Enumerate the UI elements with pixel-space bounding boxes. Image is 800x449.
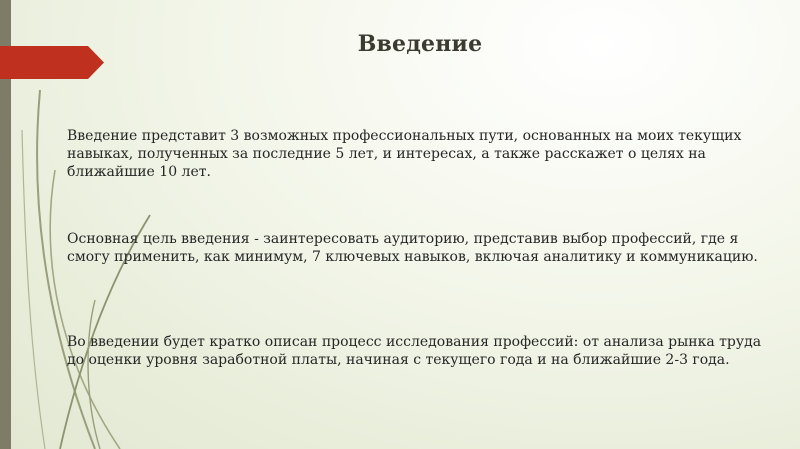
paragraph-3: Во введении будет кратко описан процесс исследования профессий: от анализа рынка труда до оценки уровня заработной платы, начиная с текущего года и на ближайшие 2-3 года. — [67, 334, 762, 368]
title-accent-ribbon — [0, 46, 104, 79]
paragraph-2: Основная цель введения - заинтересовать аудиторию, представив выбор профессий, где я смогу применить, как минимум, 7 ключевых навыков, включая аналитику и коммуникацию. — [67, 231, 758, 265]
slide-title: Введение — [357, 31, 483, 57]
paragraph-1: Введение представит 3 возможных профессиональных пути, основанных на моих текущих навыках, полученных за последние 5 лет, и интересах, а также расскажет о целях на ближайшие 10 лет. — [67, 128, 742, 180]
